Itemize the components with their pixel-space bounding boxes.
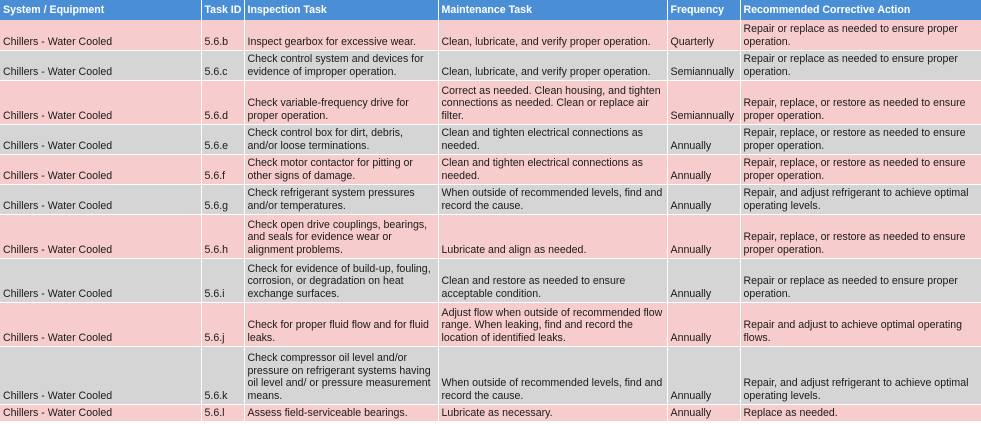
cell-inspection: Check for proper fluid flow and for fluid leaks. [244,302,438,346]
table-row [0,346,981,404]
cell-action: Repair, replace, or restore as needed to ensure proper operation. [740,214,981,258]
cell-system: Chillers - Water Cooled [0,50,201,80]
cell-frequency: Annually [667,124,740,154]
header-corrective-action: Recommended Corrective Action [740,0,981,20]
cell-frequency: Semiannually [667,50,740,80]
header-system: System / Equipment [0,0,201,20]
cell-action: Repair, replace, or restore as needed to ensure proper operation. [740,80,981,124]
cell-frequency: Annually [667,214,740,258]
cell-maintenance: Lubricate and align as needed. [438,214,667,258]
cell-action: Repair or replace as needed to ensure proper operation. [740,258,981,302]
cell-maintenance: Clean, lubricate, and verify proper operation. [438,50,667,80]
cell-maintenance: Clean and restore as needed to ensure acceptable condition. [438,258,667,302]
cell-inspection: Check motor contactor for pitting or other signs of damage. [244,154,438,184]
cell-frequency: Semiannually [667,80,740,124]
cell-action: Repair, replace, or restore as needed to ensure proper operation. [740,154,981,184]
cell-action: Repair, and adjust refrigerant to achieve optimal operating levels. [740,346,981,404]
cell-frequency: Annually [667,302,740,346]
table-row [0,154,981,184]
cell-system: Chillers - Water Cooled [0,258,201,302]
table-row [0,302,981,346]
cell-inspection: Check control box for dirt, debris, and/or loose terminations. [244,124,438,154]
cell-action: Repair or replace as needed to ensure proper operation. [740,20,981,50]
cell-frequency: Quarterly [667,20,740,50]
cell-action: Repair or replace as needed to ensure proper operation. [740,50,981,80]
cell-frequency: Annually [667,258,740,302]
cell-system: Chillers - Water Cooled [0,214,201,258]
cell-task-id: 5.6.f [201,154,244,184]
header-inspection-task: Inspection Task [244,0,438,20]
cell-task-id: 5.6.h [201,214,244,258]
cell-inspection: Inspect gearbox for excessive wear. [244,20,438,50]
header-row [0,0,981,20]
cell-task-id: 5.6.j [201,302,244,346]
cell-frequency: Annually [667,346,740,404]
cell-action: Repair, and adjust refrigerant to achieve optimal operating levels. [740,184,981,214]
cell-inspection: Check for evidence of build-up, fouling, corrosion, or degradation on heat exchange surfaces. [244,258,438,302]
cell-frequency: Annually [667,404,740,421]
cell-action: Replace as needed. [740,404,981,421]
cell-task-id: 5.6.e [201,124,244,154]
cell-inspection: Check refrigerant system pressures and/or temperatures. [244,184,438,214]
cell-inspection: Check control system and devices for evidence of improper operation. [244,50,438,80]
table-row [0,20,981,50]
header-maintenance-task: Maintenance Task [438,0,667,20]
cell-action: Repair and adjust to achieve optimal operating flows. [740,302,981,346]
cell-system: Chillers - Water Cooled [0,346,201,404]
cell-maintenance: When outside of recommended levels, find and record the cause. [438,346,667,404]
cell-system: Chillers - Water Cooled [0,80,201,124]
table-row [0,404,981,421]
cell-task-id: 5.6.b [201,20,244,50]
cell-maintenance: Adjust flow when outside of recommended flow range. When leaking, find and record the location of identified leaks. [438,302,667,346]
cell-inspection: Check compressor oil level and/or pressure on refrigerant systems having oil level and/ or pressure measurement means. [244,346,438,404]
cell-task-id: 5.6.d [201,80,244,124]
table-row [0,80,981,124]
cell-task-id: 5.6.l [201,404,244,421]
cell-system: Chillers - Water Cooled [0,154,201,184]
cell-system: Chillers - Water Cooled [0,302,201,346]
cell-maintenance: When outside of recommended levels, find and record the cause. [438,184,667,214]
cell-maintenance: Clean, lubricate, and verify proper operation. [438,20,667,50]
cell-frequency: Annually [667,154,740,184]
cell-task-id: 5.6.k [201,346,244,404]
table-row [0,258,981,302]
cell-maintenance: Clean and tighten electrical connections as needed. [438,154,667,184]
cell-maintenance: Clean and tighten electrical connections as needed. [438,124,667,154]
cell-inspection: Assess field-serviceable bearings. [244,404,438,421]
cell-maintenance: Correct as needed. Clean housing, and tighten connections as needed. Clean or replace air filter. [438,80,667,124]
cell-inspection: Check variable-frequency drive for proper operation. [244,80,438,124]
header-task-id: Task ID [201,0,244,20]
cell-system: Chillers - Water Cooled [0,404,201,421]
table-row [0,50,981,80]
cell-system: Chillers - Water Cooled [0,124,201,154]
table-row [0,184,981,214]
cell-task-id: 5.6.g [201,184,244,214]
cell-action: Repair, replace, or restore as needed to ensure proper operation. [740,124,981,154]
table-row [0,214,981,258]
cell-task-id: 5.6.c [201,50,244,80]
cell-frequency: Annually [667,184,740,214]
header-frequency: Frequency [667,0,740,20]
cell-task-id: 5.6.i [201,258,244,302]
cell-maintenance: Lubricate as necessary. [438,404,667,421]
cell-system: Chillers - Water Cooled [0,184,201,214]
table-row [0,124,981,154]
cell-system: Chillers - Water Cooled [0,20,201,50]
cell-inspection: Check open drive couplings, bearings, and seals for evidence wear or alignment problems. [244,214,438,258]
